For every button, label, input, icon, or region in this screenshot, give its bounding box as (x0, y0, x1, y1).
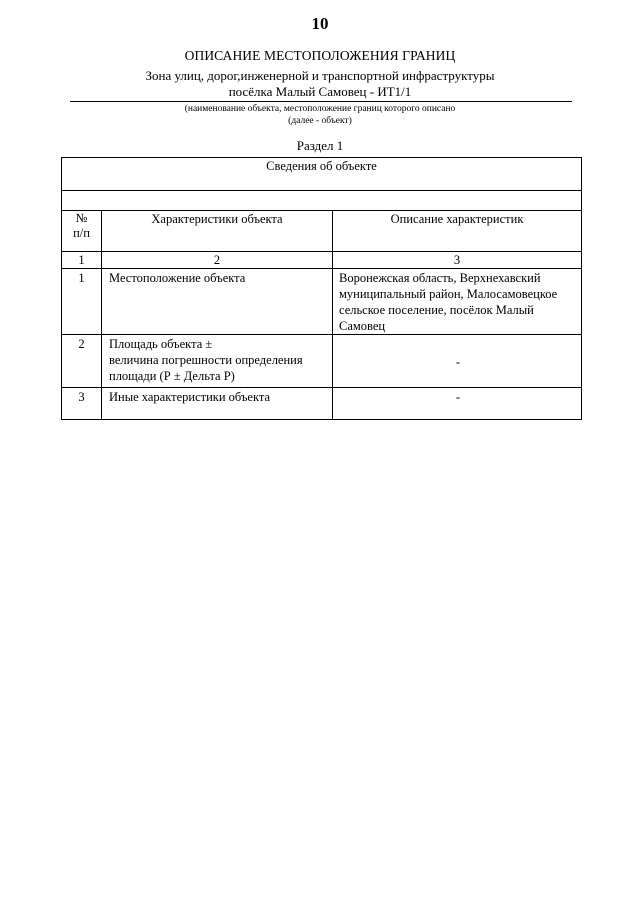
row-characteristic: Местоположение объекта (102, 269, 333, 335)
row-number: 2 (62, 335, 102, 388)
document-title: ОПИСАНИЕ МЕСТОПОЛОЖЕНИЯ ГРАНИЦ (184, 48, 456, 63)
column-header-characteristics: Характеристики объекта (102, 211, 333, 252)
page-number: 10 (311, 14, 329, 33)
column-index-3: 3 (333, 252, 582, 269)
column-header-number-line-2: п/п (73, 226, 90, 240)
object-info-table (61, 157, 582, 420)
table-title-row (62, 158, 582, 191)
caption-line-2: (далее - объект) (288, 116, 352, 126)
subtitle-line-1: Зона улиц, дорог,инженерной и транспортной инфраструктуры (145, 68, 495, 83)
row-characteristic-line-1: Площадь объекта ± (109, 337, 213, 351)
blank-cell (62, 191, 582, 211)
row-characteristic (102, 335, 333, 388)
document-subtitle (0, 68, 640, 100)
table-blank-row (62, 191, 582, 211)
section-label: Раздел 1 (296, 138, 344, 153)
column-index-row (62, 252, 582, 269)
object-caption (0, 103, 640, 127)
row-description: - (333, 388, 582, 420)
row-characteristic-line-2: величина погрешности определения (109, 353, 303, 367)
table-row (62, 269, 582, 335)
caption-line-1: (наименование объекта, местоположение границ которого описано (184, 104, 456, 114)
row-number: 1 (62, 269, 102, 335)
row-description: Воронежская область, Верхнехавский муниципальный район, Малосамовецкое сельское поселение, посёлок Малый Самовец (333, 269, 582, 335)
row-characteristic: Иные характеристики объекта (102, 388, 333, 420)
column-index-1: 1 (62, 252, 102, 269)
row-characteristic-line-3: площади (Р ± Дельта Р) (109, 369, 235, 383)
column-header-row (62, 211, 582, 252)
column-header-number-line-1: № (75, 211, 88, 225)
column-index-2: 2 (102, 252, 333, 269)
column-header-number (62, 211, 102, 252)
subtitle-line-2: посёлка Малый Самовец - ИТ1/1 (228, 84, 412, 99)
table-row (62, 335, 582, 388)
table-row (62, 388, 582, 420)
column-header-description: Описание характеристик (333, 211, 582, 252)
row-number: 3 (62, 388, 102, 420)
table-title: Сведения об объекте (62, 158, 582, 191)
row-description: - (333, 335, 582, 388)
underline-rule (70, 101, 572, 102)
